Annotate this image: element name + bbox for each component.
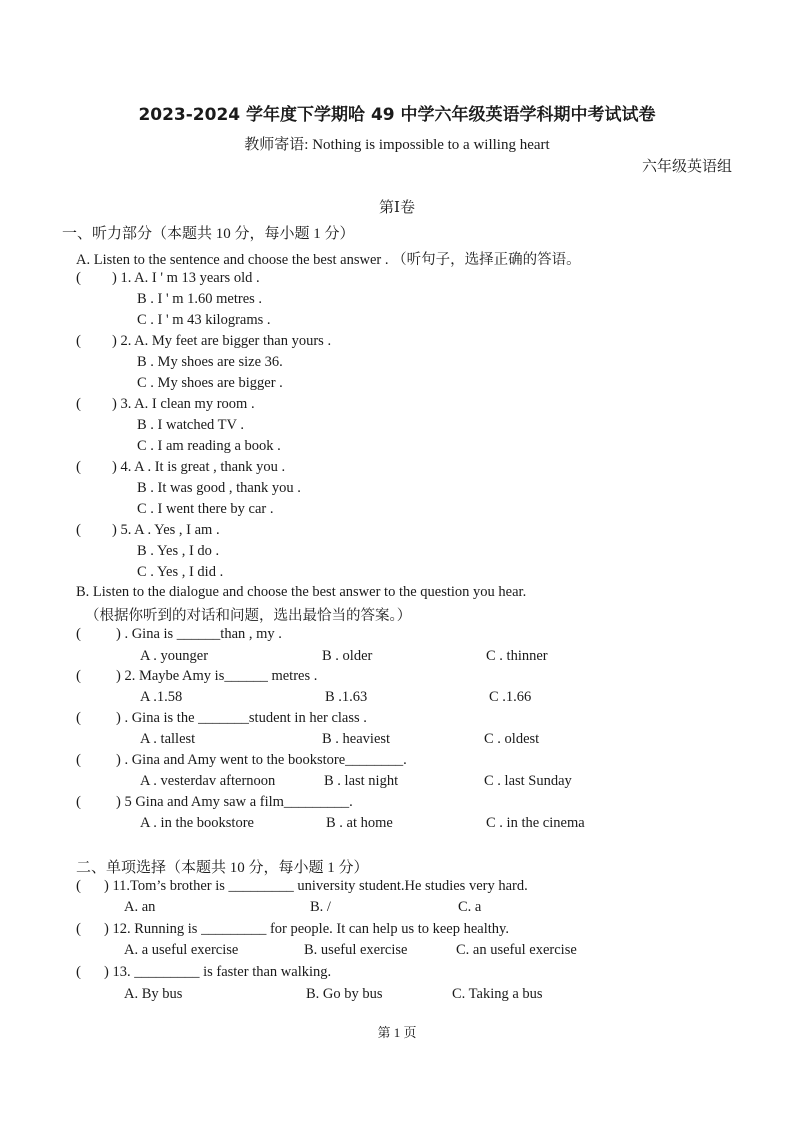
answer-blank-8[interactable]: ( bbox=[76, 710, 81, 726]
option-4b: B . It was good , thank you . bbox=[137, 480, 301, 496]
answer-blank-13[interactable]: ( bbox=[76, 964, 81, 980]
answer-blank-11[interactable]: ( bbox=[76, 878, 81, 894]
option-2c: C . My shoes are bigger . bbox=[137, 375, 283, 391]
option-13a: A. By bus bbox=[124, 986, 183, 1002]
volume-label: 第Ⅰ卷 bbox=[379, 200, 415, 216]
option-6b: B . older bbox=[322, 648, 373, 664]
option-9c: C . last Sunday bbox=[484, 773, 572, 789]
question-7: ) 2. Maybe Amy is______ metres . bbox=[116, 668, 318, 684]
exam-title: 2023-2024 学年度下学期哈 49 中学六年级英语学科期中考试试卷 bbox=[138, 105, 656, 125]
option-8a: A . tallest bbox=[140, 731, 196, 747]
question-12: ) 12. Running is _________ for people. It can help us to keep healthy. bbox=[104, 921, 509, 937]
section2-title: 二、单项选择（本题共 10 分，每小题 1 分） bbox=[76, 860, 369, 876]
answer-blank-9[interactable]: ( bbox=[76, 752, 81, 768]
option-7c: C .1.66 bbox=[489, 689, 532, 705]
question-5: ) 5. A . Yes , I am . bbox=[112, 522, 220, 538]
question-6: ) . Gina is ______than , my . bbox=[116, 626, 282, 642]
teacher-motto: 教师寄语: Nothing is impossible to a willing heart bbox=[244, 137, 550, 153]
option-7a: A .1.58 bbox=[140, 689, 183, 705]
question-4: ) 4. A . It is great , thank you . bbox=[112, 459, 286, 475]
question-2: ) 2. A. My feet are bigger than yours . bbox=[112, 333, 332, 349]
option-13c: C. Taking a bus bbox=[452, 986, 543, 1002]
option-1b: B . I ' m 1.60 metres . bbox=[137, 291, 263, 307]
option-4c: C . I went there by car . bbox=[137, 501, 274, 517]
question-9: ) . Gina and Amy went to the bookstore________. bbox=[116, 752, 407, 768]
answer-blank-12[interactable]: ( bbox=[76, 921, 81, 937]
option-3b: B . I watched TV . bbox=[137, 417, 244, 433]
question-1: ) 1. A. I ' m 13 years old . bbox=[112, 270, 260, 286]
option-12c: C. an useful exercise bbox=[456, 942, 577, 958]
option-8c: C . oldest bbox=[484, 731, 540, 747]
option-3c: C . I am reading a book . bbox=[137, 438, 281, 454]
answer-blank-3[interactable]: ( bbox=[76, 396, 81, 412]
question-10: ) 5 Gina and Amy saw a film_________. bbox=[116, 794, 353, 810]
partA-instruction: A. Listen to the sentence and choose the best answer . （听句子，选择正确的答语。 bbox=[76, 252, 581, 268]
partB-instruction: B. Listen to the dialogue and choose the best answer to the question you hear. bbox=[76, 584, 527, 600]
option-6a: A . younger bbox=[140, 648, 209, 664]
question-11: ) 11.Tom’s brother is _________ university student.He studies very hard. bbox=[104, 878, 528, 894]
answer-blank-2[interactable]: ( bbox=[76, 333, 81, 349]
teacher-group: 六年级英语组 bbox=[641, 159, 732, 175]
answer-blank-4[interactable]: ( bbox=[76, 459, 81, 475]
question-13: ) 13. _________ is faster than walking. bbox=[104, 964, 332, 980]
option-9b: B . last night bbox=[324, 773, 399, 789]
option-13b: B. Go by bus bbox=[306, 986, 383, 1002]
answer-blank-1[interactable]: ( bbox=[76, 270, 81, 286]
option-5b: B . Yes , I do . bbox=[137, 543, 220, 559]
answer-blank-7[interactable]: ( bbox=[76, 668, 81, 684]
answer-blank-5[interactable]: ( bbox=[76, 522, 81, 538]
option-2b: B . My shoes are size 36. bbox=[137, 354, 283, 370]
option-11c: C. a bbox=[458, 899, 482, 915]
option-11a: A. an bbox=[124, 899, 156, 915]
page-number: 第 1 页 bbox=[377, 1025, 417, 1040]
option-10a: A . in the bookstore bbox=[140, 815, 254, 831]
question-8: ) . Gina is the _______student in her class . bbox=[116, 710, 367, 726]
section1-title: 一、听力部分（本题共 10 分，每小题 1 分） bbox=[62, 226, 355, 242]
option-9a: A . vesterdav afternoon bbox=[140, 773, 276, 789]
option-5c: C . Yes , I did . bbox=[137, 564, 224, 580]
answer-blank-10[interactable]: ( bbox=[76, 794, 81, 810]
question-3: ) 3. A. I clean my room . bbox=[112, 396, 255, 412]
option-10b: B . at home bbox=[326, 815, 393, 831]
option-12b: B. useful exercise bbox=[304, 942, 408, 958]
option-10c: C . in the cinema bbox=[486, 815, 585, 831]
option-1c: C . I ' m 43 kilograms . bbox=[137, 312, 271, 328]
partB-instruction-cn: （根据你听到的对话和问题，选出最恰当的答案。） bbox=[85, 608, 412, 624]
option-6c: C . thinner bbox=[486, 648, 548, 664]
option-8b: B . heaviest bbox=[322, 731, 391, 747]
option-12a: A. a useful exercise bbox=[124, 942, 239, 958]
option-11b: B. / bbox=[310, 899, 331, 915]
option-7b: B .1.63 bbox=[325, 689, 368, 705]
answer-blank-6[interactable]: ( bbox=[76, 626, 81, 642]
